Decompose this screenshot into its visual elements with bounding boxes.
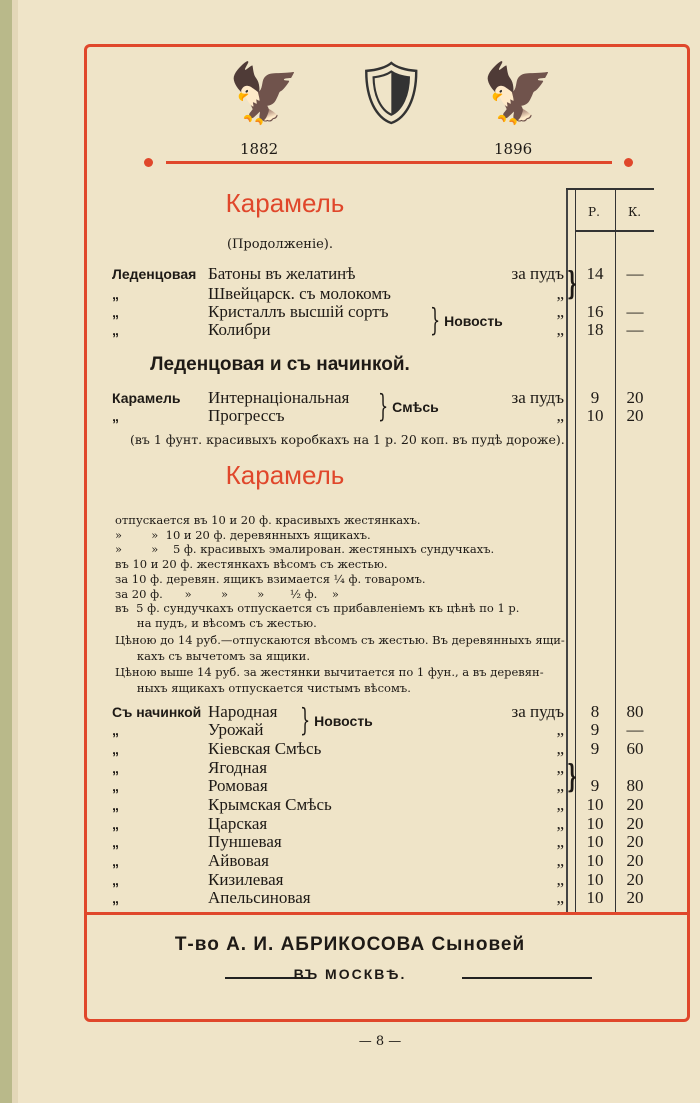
item-name: Интернаціональная — [208, 388, 350, 407]
unit: „ — [556, 795, 564, 814]
price-kopecks: — — [626, 320, 644, 339]
row-prefix: „ — [112, 722, 119, 738]
city: ВЪ МОСКВѢ. — [293, 966, 407, 982]
rule — [462, 977, 592, 979]
price-kopecks: 80 — [626, 776, 644, 795]
unit: „ — [556, 870, 564, 889]
item-name: Кристаллъ высшій сортъ — [208, 302, 389, 321]
column-rule — [615, 190, 616, 912]
item-name: Кизилевая — [208, 870, 284, 889]
group-label-text: Новость — [444, 313, 503, 329]
page-number: — 8 — — [358, 1034, 402, 1049]
price-rubles: 14 — [586, 264, 604, 283]
section-heading: Леденцовая и съ начинкой. — [150, 354, 410, 375]
price-kopecks: — — [626, 720, 644, 739]
price-rubles: 10 — [586, 832, 604, 851]
price-rubles: 10 — [586, 888, 604, 907]
section-title: Карамель — [225, 460, 345, 490]
price-rubles: 10 — [586, 406, 604, 425]
note-line: за 20 ф. » » » ½ ф. » — [115, 587, 339, 601]
unit: „ — [556, 720, 564, 739]
unit: „ — [556, 851, 564, 870]
note-line: на пудъ, и вѣсомъ съ жестью. — [115, 616, 317, 630]
ornament-dot — [624, 158, 633, 167]
unit: „ — [556, 406, 564, 425]
unit: „ — [556, 832, 564, 851]
item-name: Прогрессъ — [208, 406, 285, 425]
price-kopecks: 20 — [626, 832, 644, 851]
unit: „ — [556, 284, 564, 303]
price-rubles: 8 — [590, 702, 600, 721]
price-rubles: 18 — [586, 320, 604, 339]
price-rubles: 9 — [590, 720, 600, 739]
price-kopecks: 20 — [626, 388, 644, 407]
row-prefix: Съ начинкой — [112, 704, 202, 720]
row-prefix: „ — [112, 286, 119, 302]
row-prefix: „ — [112, 778, 119, 794]
group-label — [300, 702, 373, 739]
row-prefix: Леденцовая — [112, 266, 197, 282]
item-name: Крымская Смѣсь — [208, 795, 332, 814]
unit: „ — [556, 776, 564, 795]
row-prefix: „ — [112, 760, 119, 776]
group-brace: } — [567, 757, 578, 795]
rub-header: Р. — [588, 205, 600, 219]
note-line: » » 5 ф. красивыхъ эмалирован. жестяныхъ сундучкахъ. — [115, 542, 495, 556]
row-prefix: „ — [112, 797, 119, 813]
price-rubles: 9 — [590, 776, 600, 795]
group-brace: } — [567, 264, 578, 302]
row-prefix: „ — [112, 304, 119, 320]
item-name: Ромовая — [208, 776, 268, 795]
price-kopecks: 20 — [626, 870, 644, 889]
row-prefix: „ — [112, 872, 119, 888]
note-line: за 10 ф. деревян. ящикъ взимается ¼ ф. товаромъ. — [115, 572, 426, 586]
brace-icon: } — [300, 702, 311, 739]
unit: „ — [556, 320, 564, 339]
year-left: 1882 — [240, 140, 279, 158]
unit: „ — [556, 302, 564, 321]
item-name: Урожай — [208, 720, 264, 739]
unit: „ — [556, 739, 564, 758]
item-name: Царская — [208, 814, 268, 833]
price-kopecks: 20 — [626, 814, 644, 833]
header-rule — [575, 230, 654, 232]
note-line: въ 10 и 20 ф. жестянкахъ вѣсомъ съ жестью. — [115, 557, 388, 571]
group-label-text: Смѣсь — [392, 399, 439, 415]
brace-icon: } — [430, 302, 441, 339]
price-kopecks: — — [626, 302, 644, 321]
kop-header: К. — [628, 205, 642, 219]
header-rule — [166, 161, 612, 164]
price-kopecks: — — [626, 264, 644, 283]
row-prefix: „ — [112, 816, 119, 832]
item-name: Батоны въ желатинѣ — [208, 264, 356, 283]
subtitle: (Продолженіе). — [226, 237, 334, 252]
note-line: отпускается въ 10 и 20 ф. красивыхъ жестянкахъ. — [115, 513, 421, 527]
note-line: въ 5 ф. сундучкахъ отпускается съ прибавленіемъ къ цѣнѣ по 1 р. — [115, 601, 520, 615]
price-rubles: 16 — [586, 302, 604, 321]
row-prefix: „ — [112, 834, 119, 850]
price-rubles: 10 — [586, 851, 604, 870]
row-prefix: „ — [112, 853, 119, 869]
unit: „ — [556, 814, 564, 833]
ornament-dot — [144, 158, 153, 167]
row-prefix: „ — [112, 322, 119, 338]
unit: за пудъ — [511, 388, 564, 407]
coat-of-arms-icon: 🛡 — [352, 56, 431, 129]
price-kopecks: 20 — [626, 851, 644, 870]
eagle-emblem-icon: 🦅 — [228, 59, 301, 127]
price-rubles: 10 — [586, 795, 604, 814]
group-label-text: Новость — [314, 713, 373, 729]
header-rule — [566, 188, 654, 190]
item-name: Народная — [208, 702, 278, 721]
unit: „ — [556, 758, 564, 777]
note-line: кахъ съ вычетомъ за ящики. — [115, 649, 310, 663]
note-line: » » 10 и 20 ф. деревянныхъ ящикахъ. — [115, 528, 371, 542]
price-rubles: 10 — [586, 814, 604, 833]
price-kopecks: 20 — [626, 406, 644, 425]
price-kopecks: 20 — [626, 795, 644, 814]
group-label — [378, 388, 439, 425]
group-label — [430, 302, 503, 339]
price-rubles: 10 — [586, 870, 604, 889]
row-prefix: „ — [112, 408, 119, 424]
item-name: Кіевская Смѣсь — [208, 739, 322, 758]
item-name: Айвовая — [208, 851, 269, 870]
note-line: Цѣною выше 14 руб. за жестянки вычитается по 1 фун., а въ деревян- — [115, 665, 544, 679]
eagle-emblem-icon: 🦅 — [482, 59, 555, 127]
unit: за пудъ — [511, 264, 564, 283]
item-name: Колибри — [208, 320, 271, 339]
brace-icon: } — [378, 388, 389, 425]
price-kopecks: 80 — [626, 702, 644, 721]
year-right: 1896 — [494, 140, 533, 158]
row-prefix: Карамель — [112, 390, 181, 406]
item-name: Швейцарск. съ молокомъ — [208, 284, 391, 303]
company-name: Т-во А. И. АБРИКОСОВА Сыновей — [174, 934, 526, 955]
price-rubles: 9 — [590, 739, 600, 758]
item-name: Пуншевая — [208, 832, 282, 851]
note-line: Цѣною до 14 руб.—отпускаются вѣсомъ съ жестью. Въ деревянныхъ ящи- — [115, 633, 565, 647]
section-title: Карамель — [225, 188, 345, 218]
packaging-note: (въ 1 фунт. красивыхъ коробкахъ на 1 р. 20 коп. въ пудѣ дороже). — [130, 432, 565, 447]
row-prefix: „ — [112, 741, 119, 757]
unit: за пудъ — [511, 702, 564, 721]
unit: „ — [556, 888, 564, 907]
item-name: Апельсиновая — [208, 888, 311, 907]
price-kopecks: 20 — [626, 888, 644, 907]
price-kopecks: 60 — [626, 739, 644, 758]
item-name: Ягодная — [208, 758, 268, 777]
row-prefix: „ — [112, 890, 119, 906]
note-line: ныхъ ящикахъ отпускается чистымъ вѣсомъ. — [115, 681, 411, 695]
footer-rule — [84, 912, 690, 915]
price-rubles: 9 — [590, 388, 600, 407]
